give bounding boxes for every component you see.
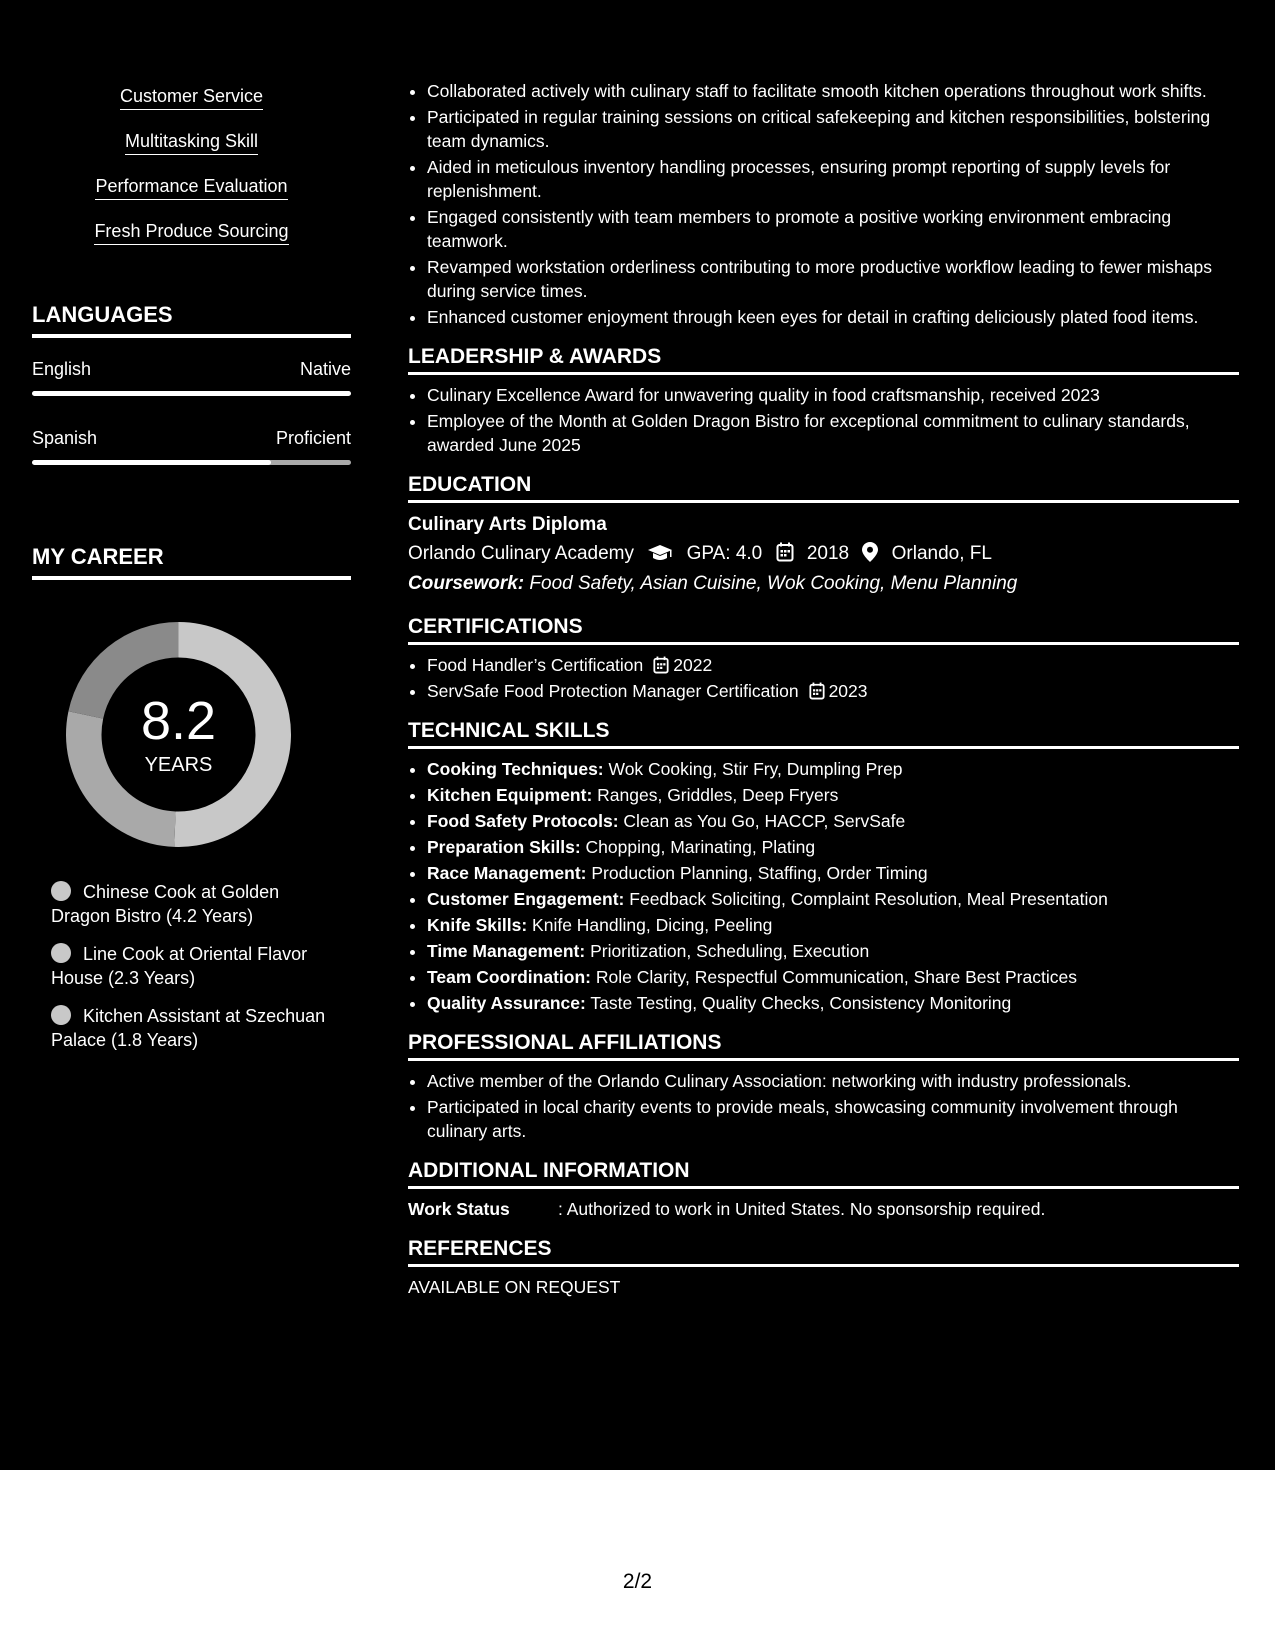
certification-item: [427, 653, 1239, 677]
certification-item: [427, 679, 1239, 703]
career-dot-icon: [51, 943, 71, 963]
technical-skills-list: [408, 757, 1239, 1015]
calendar-icon: [776, 542, 794, 562]
skill-value: Wok Cooking, Stir Fry, Dumpling Prep: [608, 759, 903, 779]
award-item: • Employee of the Month at Golden Dragon Bistro for exceptional commitment to culinary standards, awarded June 2025: [427, 409, 1239, 457]
experience-bullet: • Engaged consistently with team members to promote a positive working environment embracing teamwork.: [427, 205, 1239, 253]
skill-value: Role Clarity, Respectful Communication, Share Best Practices: [595, 967, 1077, 987]
skill-value: Production Planning, Staffing, Order Timing: [591, 863, 928, 883]
experience-bullet: • Participated in regular training sessions on critical safekeeping and kitchen responsibilities, bolstering team dynamics.: [427, 105, 1239, 153]
language-bar: [32, 460, 351, 465]
skill-label: Kitchen Equipment:: [427, 785, 593, 805]
skill-label: Customer Engagement:: [427, 889, 625, 909]
experience-bullet: • Enhanced customer enjoyment through keen eyes for detail in crafting deliciously plated food items.: [427, 305, 1239, 329]
references-heading: REFERENCES: [408, 1235, 1239, 1267]
certification-year: 2023: [828, 681, 868, 701]
language-bar-fill: [32, 460, 271, 465]
skill-value: Taste Testing, Quality Checks, Consistency Monitoring: [590, 993, 1012, 1013]
certification-year: 2022: [673, 655, 713, 675]
awards-heading: LEADERSHIP & AWARDS: [408, 343, 1239, 375]
technical-skill-item: [427, 861, 1239, 885]
education-year: 2018: [806, 543, 850, 564]
technical-skill-item: [427, 783, 1239, 807]
experience-bullets: [408, 79, 1239, 329]
career-item: [51, 880, 341, 928]
experience-bullet: • Aided in meticulous inventory handling processes, ensuring prompt reporting of supply levels for replenishment.: [427, 155, 1239, 203]
language-name: Spanish: [32, 428, 98, 448]
career-heading: MY CAREER: [32, 542, 351, 580]
career-dot-icon: [51, 881, 71, 901]
right-column: [408, 79, 1239, 1299]
career-item-label: Line Cook at Oriental Flavor House (2.3 Years): [51, 944, 308, 988]
skill-item: Fresh Produce Sourcing: [94, 219, 288, 245]
skill-label: Knife Skills:: [427, 915, 528, 935]
certification-name: ServSafe Food Protection Manager Certification: [427, 681, 799, 701]
skill-value: Prioritization, Scheduling, Execution: [590, 941, 870, 961]
coursework-label: Coursework:: [408, 573, 525, 594]
career-item-label: Chinese Cook at Golden Dragon Bistro (4.2 Years): [51, 882, 280, 926]
technical-skill-item: [427, 965, 1239, 989]
location-pin-icon: [862, 542, 878, 562]
career-donut-center: [66, 622, 291, 847]
skill-item: Multitasking Skill: [125, 129, 258, 155]
experience-bullet: • Revamped workstation orderliness contributing to more productive workflow leading to fewer mishaps during service times.: [427, 255, 1239, 303]
skill-label: Cooking Techniques:: [427, 759, 604, 779]
technical-skill-item: [427, 991, 1239, 1015]
calendar-icon: [809, 682, 825, 700]
education-school: Orlando Culinary Academy: [408, 543, 634, 564]
skill-label: Quality Assurance:: [427, 993, 586, 1013]
career-item-label: Kitchen Assistant at Szechuan Palace (1.8 Years): [51, 1006, 326, 1050]
technical-skill-item: [427, 887, 1239, 911]
education-location: Orlando, FL: [891, 543, 992, 564]
technical-skill-item: [427, 939, 1239, 963]
certification-name: Food Handler’s Certification: [427, 655, 644, 675]
page-number: 2/2: [622, 1570, 653, 1593]
skill-value: Feedback Soliciting, Complaint Resolution, Meal Presentation: [629, 889, 1108, 909]
languages-heading: LANGUAGES: [32, 300, 351, 338]
skills-list: [32, 84, 351, 264]
skill-label: Time Management:: [427, 941, 586, 961]
calendar-icon: [653, 656, 669, 674]
skill-item: Performance Evaluation: [95, 174, 287, 200]
references-text: AVAILABLE ON REQUEST: [408, 1277, 621, 1297]
education-degree: Culinary Arts Diploma: [408, 514, 607, 535]
language-level: Proficient: [275, 428, 351, 448]
career-list: [51, 880, 341, 1066]
skill-value: Knife Handling, Dicing, Peeling: [532, 915, 773, 935]
skill-value: Ranges, Griddles, Deep Fryers: [597, 785, 839, 805]
technical-skill-item: [427, 835, 1239, 859]
award-item: • Culinary Excellence Award for unwavering quality in food craftsmanship, received 2023: [427, 383, 1239, 407]
certifications-list: [408, 653, 1239, 703]
certifications-heading: CERTIFICATIONS: [408, 613, 1239, 645]
coursework-value: Food Safety, Asian Cuisine, Wok Cooking, Menu Planning: [529, 573, 1018, 594]
additional-info-heading: ADDITIONAL INFORMATION: [408, 1157, 1239, 1189]
career-item: [51, 942, 341, 990]
graduation-cap-icon: [647, 544, 673, 562]
affiliation-item: • Active member of the Orlando Culinary Association: networking with industry professionals.: [427, 1069, 1239, 1093]
work-status-value: : Authorized to work in United States. No sponsorship required.: [558, 1199, 1046, 1219]
career-item: [51, 1004, 341, 1052]
career-dot-icon: [51, 1005, 71, 1025]
education-gpa: GPA: 4.0: [686, 543, 763, 564]
career-years-label: YEARS: [144, 754, 213, 776]
skill-label: Team Coordination:: [427, 967, 591, 987]
language-bar: [32, 391, 351, 396]
technical-skill-item: [427, 913, 1239, 937]
skill-item: Customer Service: [120, 84, 263, 110]
technical-skill-item: [427, 757, 1239, 781]
language-name: English: [32, 359, 92, 379]
education-heading: EDUCATION: [408, 471, 1239, 503]
language-bar-fill: [32, 391, 351, 396]
experience-bullet: • Collaborated actively with culinary staff to facilitate smooth kitchen operations throughout work shifts.: [427, 79, 1239, 103]
affiliation-item: • Participated in local charity events to provide meals, showcasing community involvement through culinary arts.: [427, 1095, 1239, 1143]
education-coursework: [408, 569, 1239, 599]
skill-value: Chopping, Marinating, Plating: [585, 837, 816, 857]
affiliations-heading: PROFESSIONAL AFFILIATIONS: [408, 1029, 1239, 1061]
skill-value: Clean as You Go, HACCP, ServSafe: [623, 811, 906, 831]
career-total-years: 8.2: [140, 691, 217, 751]
work-status-label: Work Status: [408, 1199, 510, 1219]
language-level: Native: [299, 359, 351, 379]
skill-label: Preparation Skills:: [427, 837, 581, 857]
affiliations-list: [408, 1069, 1239, 1143]
skill-label: Race Management:: [427, 863, 587, 883]
skill-label: Food Safety Protocols:: [427, 811, 619, 831]
work-status-row: [408, 1197, 1239, 1221]
awards-list: [408, 383, 1239, 457]
education-details: [408, 539, 1239, 569]
technical-skill-item: [427, 809, 1239, 833]
technical-skills-heading: TECHNICAL SKILLS: [408, 717, 1239, 749]
